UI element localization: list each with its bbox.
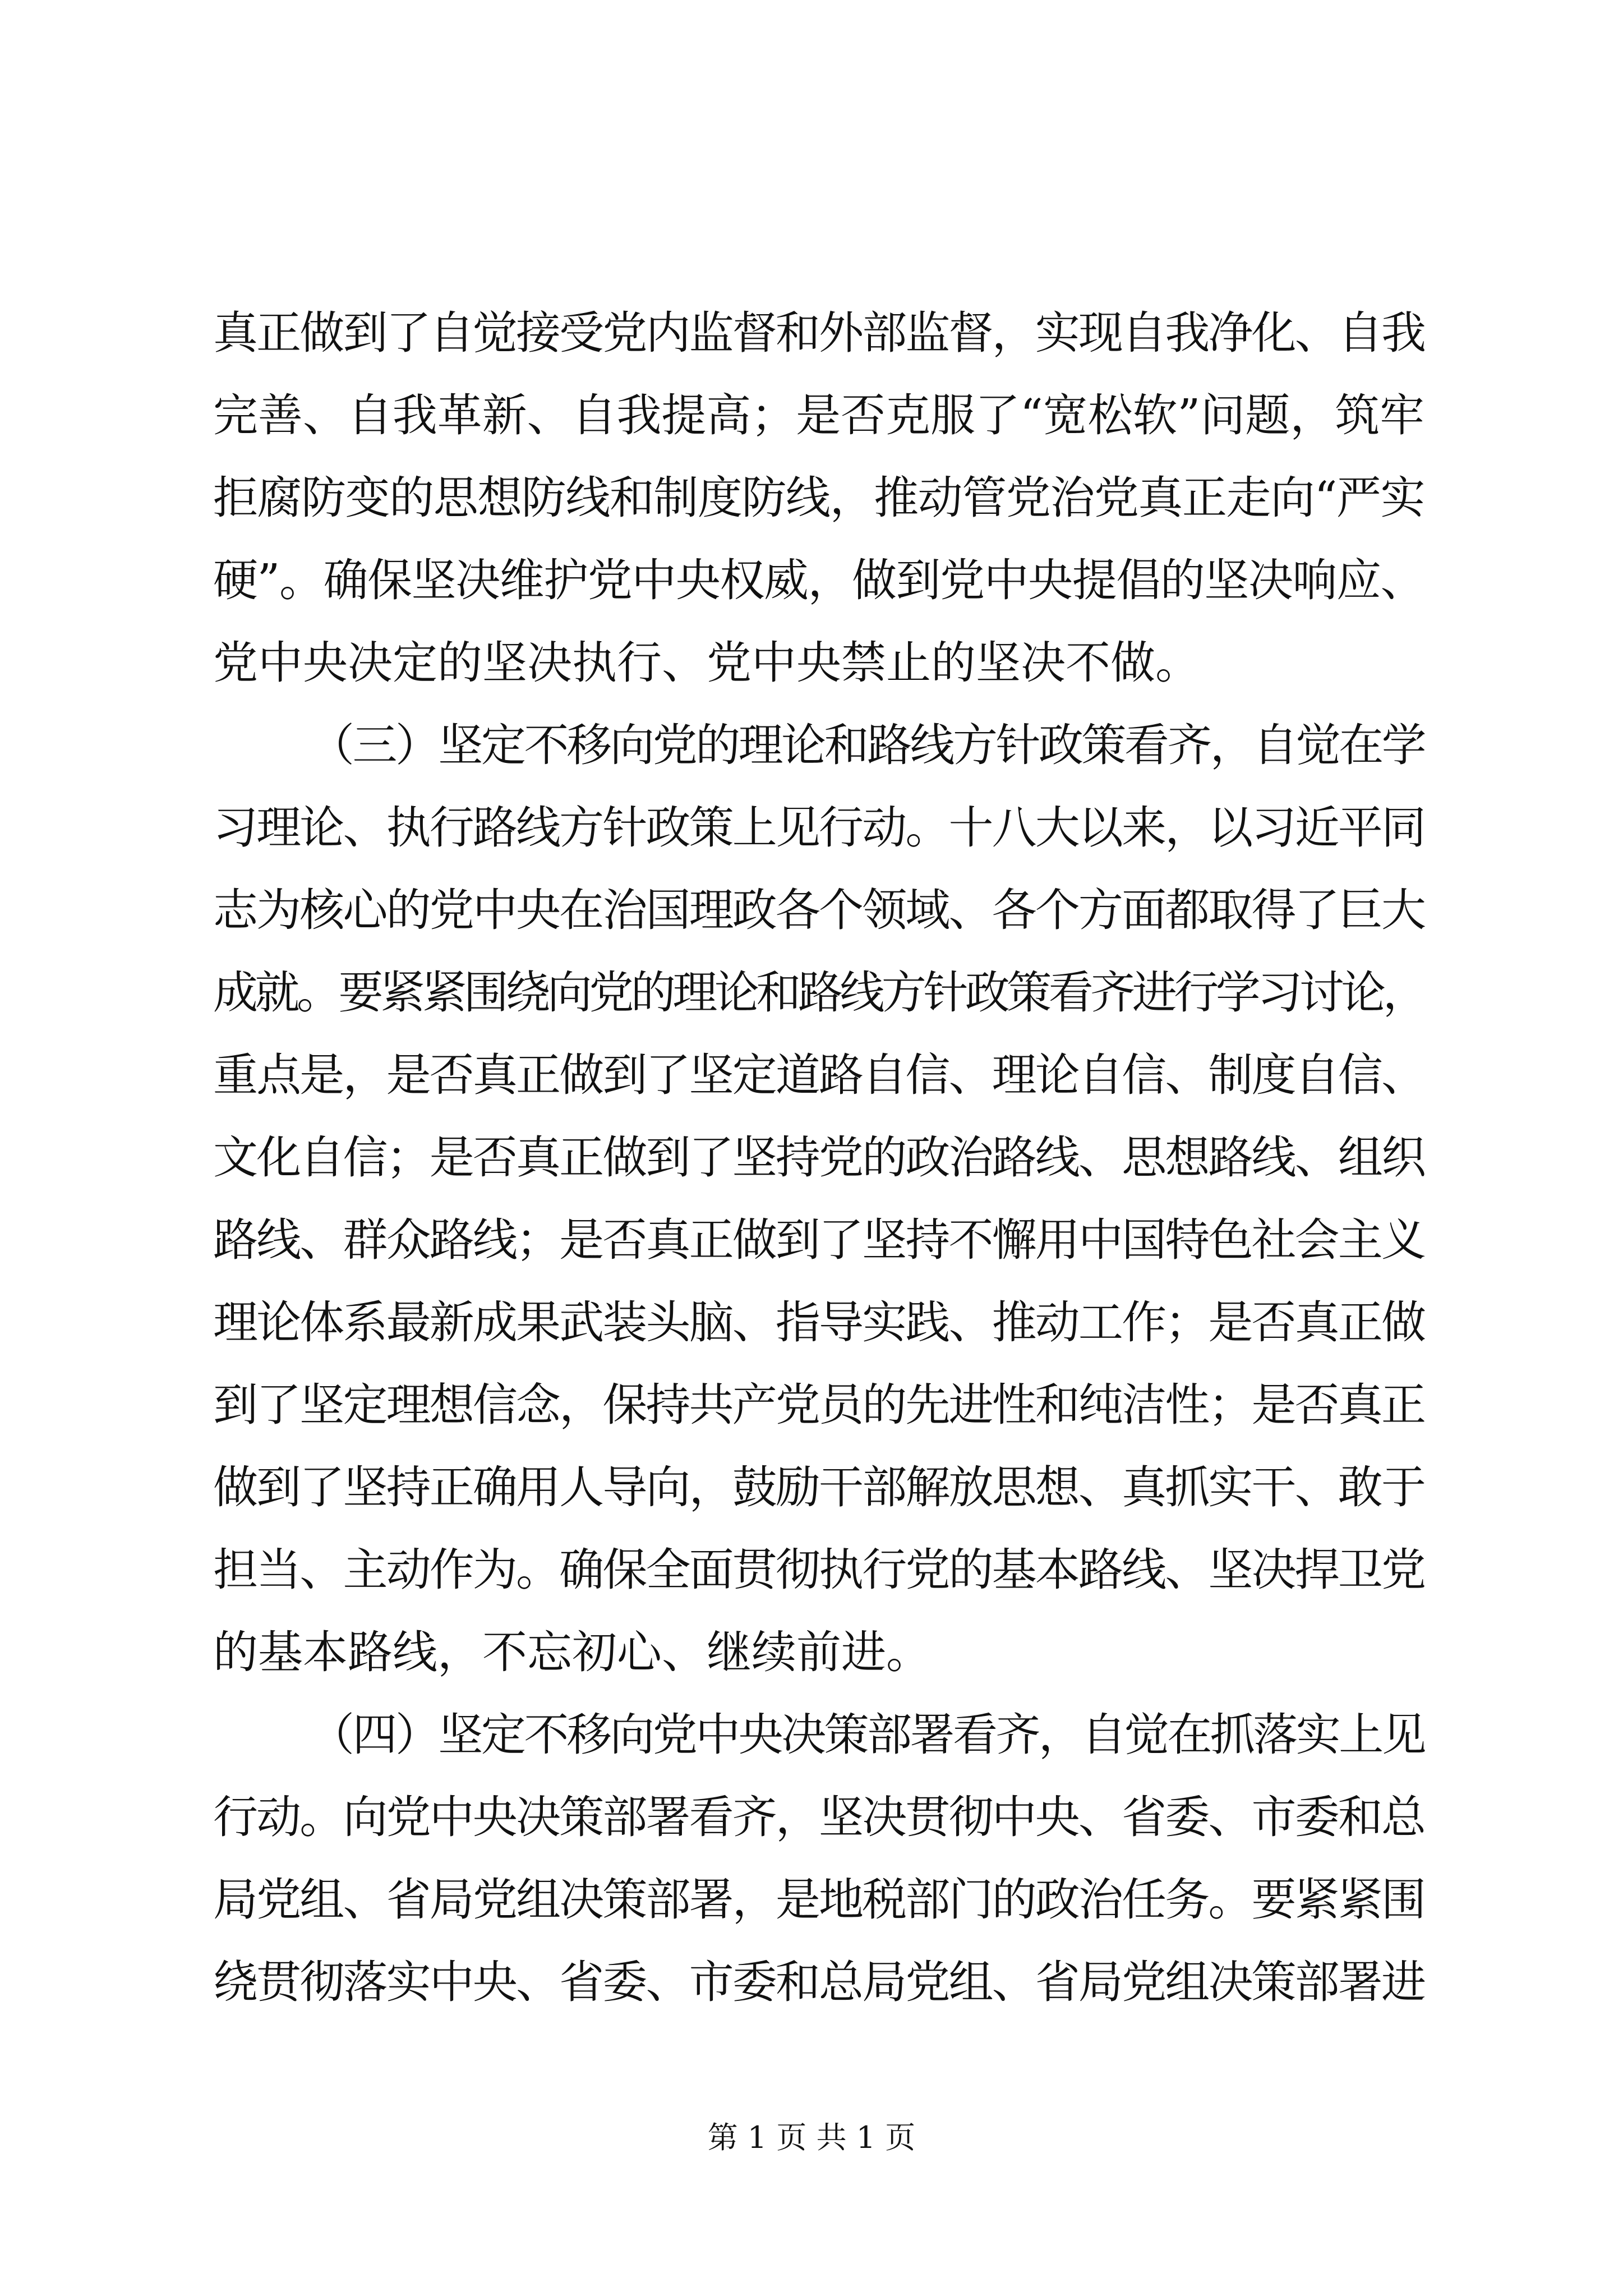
text-line: （四）坚定不移向党中央决策部署看齐，自觉在抓落实上见 bbox=[310, 1709, 1424, 1761]
body-text bbox=[213, 292, 1424, 2023]
text-line: 局党组、省局党组决策部署，是地税部门的政治任务。要紧紧围 bbox=[213, 1874, 1424, 1926]
text-line: 完善、自我革新、自我提高；是否克服了“宽松软”问题，筑牢 bbox=[213, 389, 1424, 441]
text-line: 行动。向党中央决策部署看齐，坚决贯彻中央、省委、市委和总 bbox=[213, 1791, 1424, 1843]
text-line: 的基本路线，不忘初心、继续前进。 bbox=[213, 1626, 931, 1678]
text-line: 真正做到了自觉接受党内监督和外部监督，实现自我净化、自我 bbox=[213, 307, 1424, 359]
text-line: 习理论、执行路线方针政策上见行动。十八大以来，以习近平同 bbox=[213, 802, 1424, 854]
page-footer: 第 1 页 共 1 页 bbox=[707, 2120, 916, 2155]
text-line: 党中央决定的坚决执行、党中央禁止的坚决不做。 bbox=[213, 637, 1200, 689]
text-line: 路线、群众路线；是否真正做到了坚持不懈用中国特色社会主义 bbox=[213, 1214, 1424, 1266]
text-line: 志为核心的党中央在治国理政各个领域、各个方面都取得了巨大 bbox=[213, 884, 1424, 936]
text-line: 拒腐防变的思想防线和制度防线，推动管党治党真正走向“严实 bbox=[213, 472, 1424, 524]
text-line: 成就。要紧紧围绕向党的理论和路线方针政策看齐进行学习讨论， bbox=[213, 967, 1424, 1019]
text-line: 理论体系最新成果武装头脑、指导实践、推动工作；是否真正做 bbox=[213, 1296, 1424, 1349]
text-line: 重点是，是否真正做到了坚定道路自信、理论自信、制度自信、 bbox=[213, 1049, 1424, 1101]
text-line: （三）坚定不移向党的理论和路线方针政策看齐，自觉在学 bbox=[310, 719, 1424, 771]
text-line: 硬”。确保坚决维护党中央权威，做到党中央提倡的坚决响应、 bbox=[213, 554, 1424, 606]
text-line: 担当、主动作为。确保全面贯彻执行党的基本路线、坚决捍卫党 bbox=[213, 1544, 1424, 1596]
text-line: 文化自信；是否真正做到了坚持党的政治路线、思想路线、组织 bbox=[213, 1131, 1424, 1184]
text-line: 到了坚定理想信念，保持共产党员的先进性和纯洁性；是否真正 bbox=[213, 1379, 1424, 1431]
text-line: 做到了坚持正确用人导向，鼓励干部解放思想、真抓实干、敢于 bbox=[213, 1461, 1424, 1513]
text-line: 绕贯彻落实中央、省委、市委和总局党组、省局党组决策部署进 bbox=[213, 1956, 1424, 2008]
